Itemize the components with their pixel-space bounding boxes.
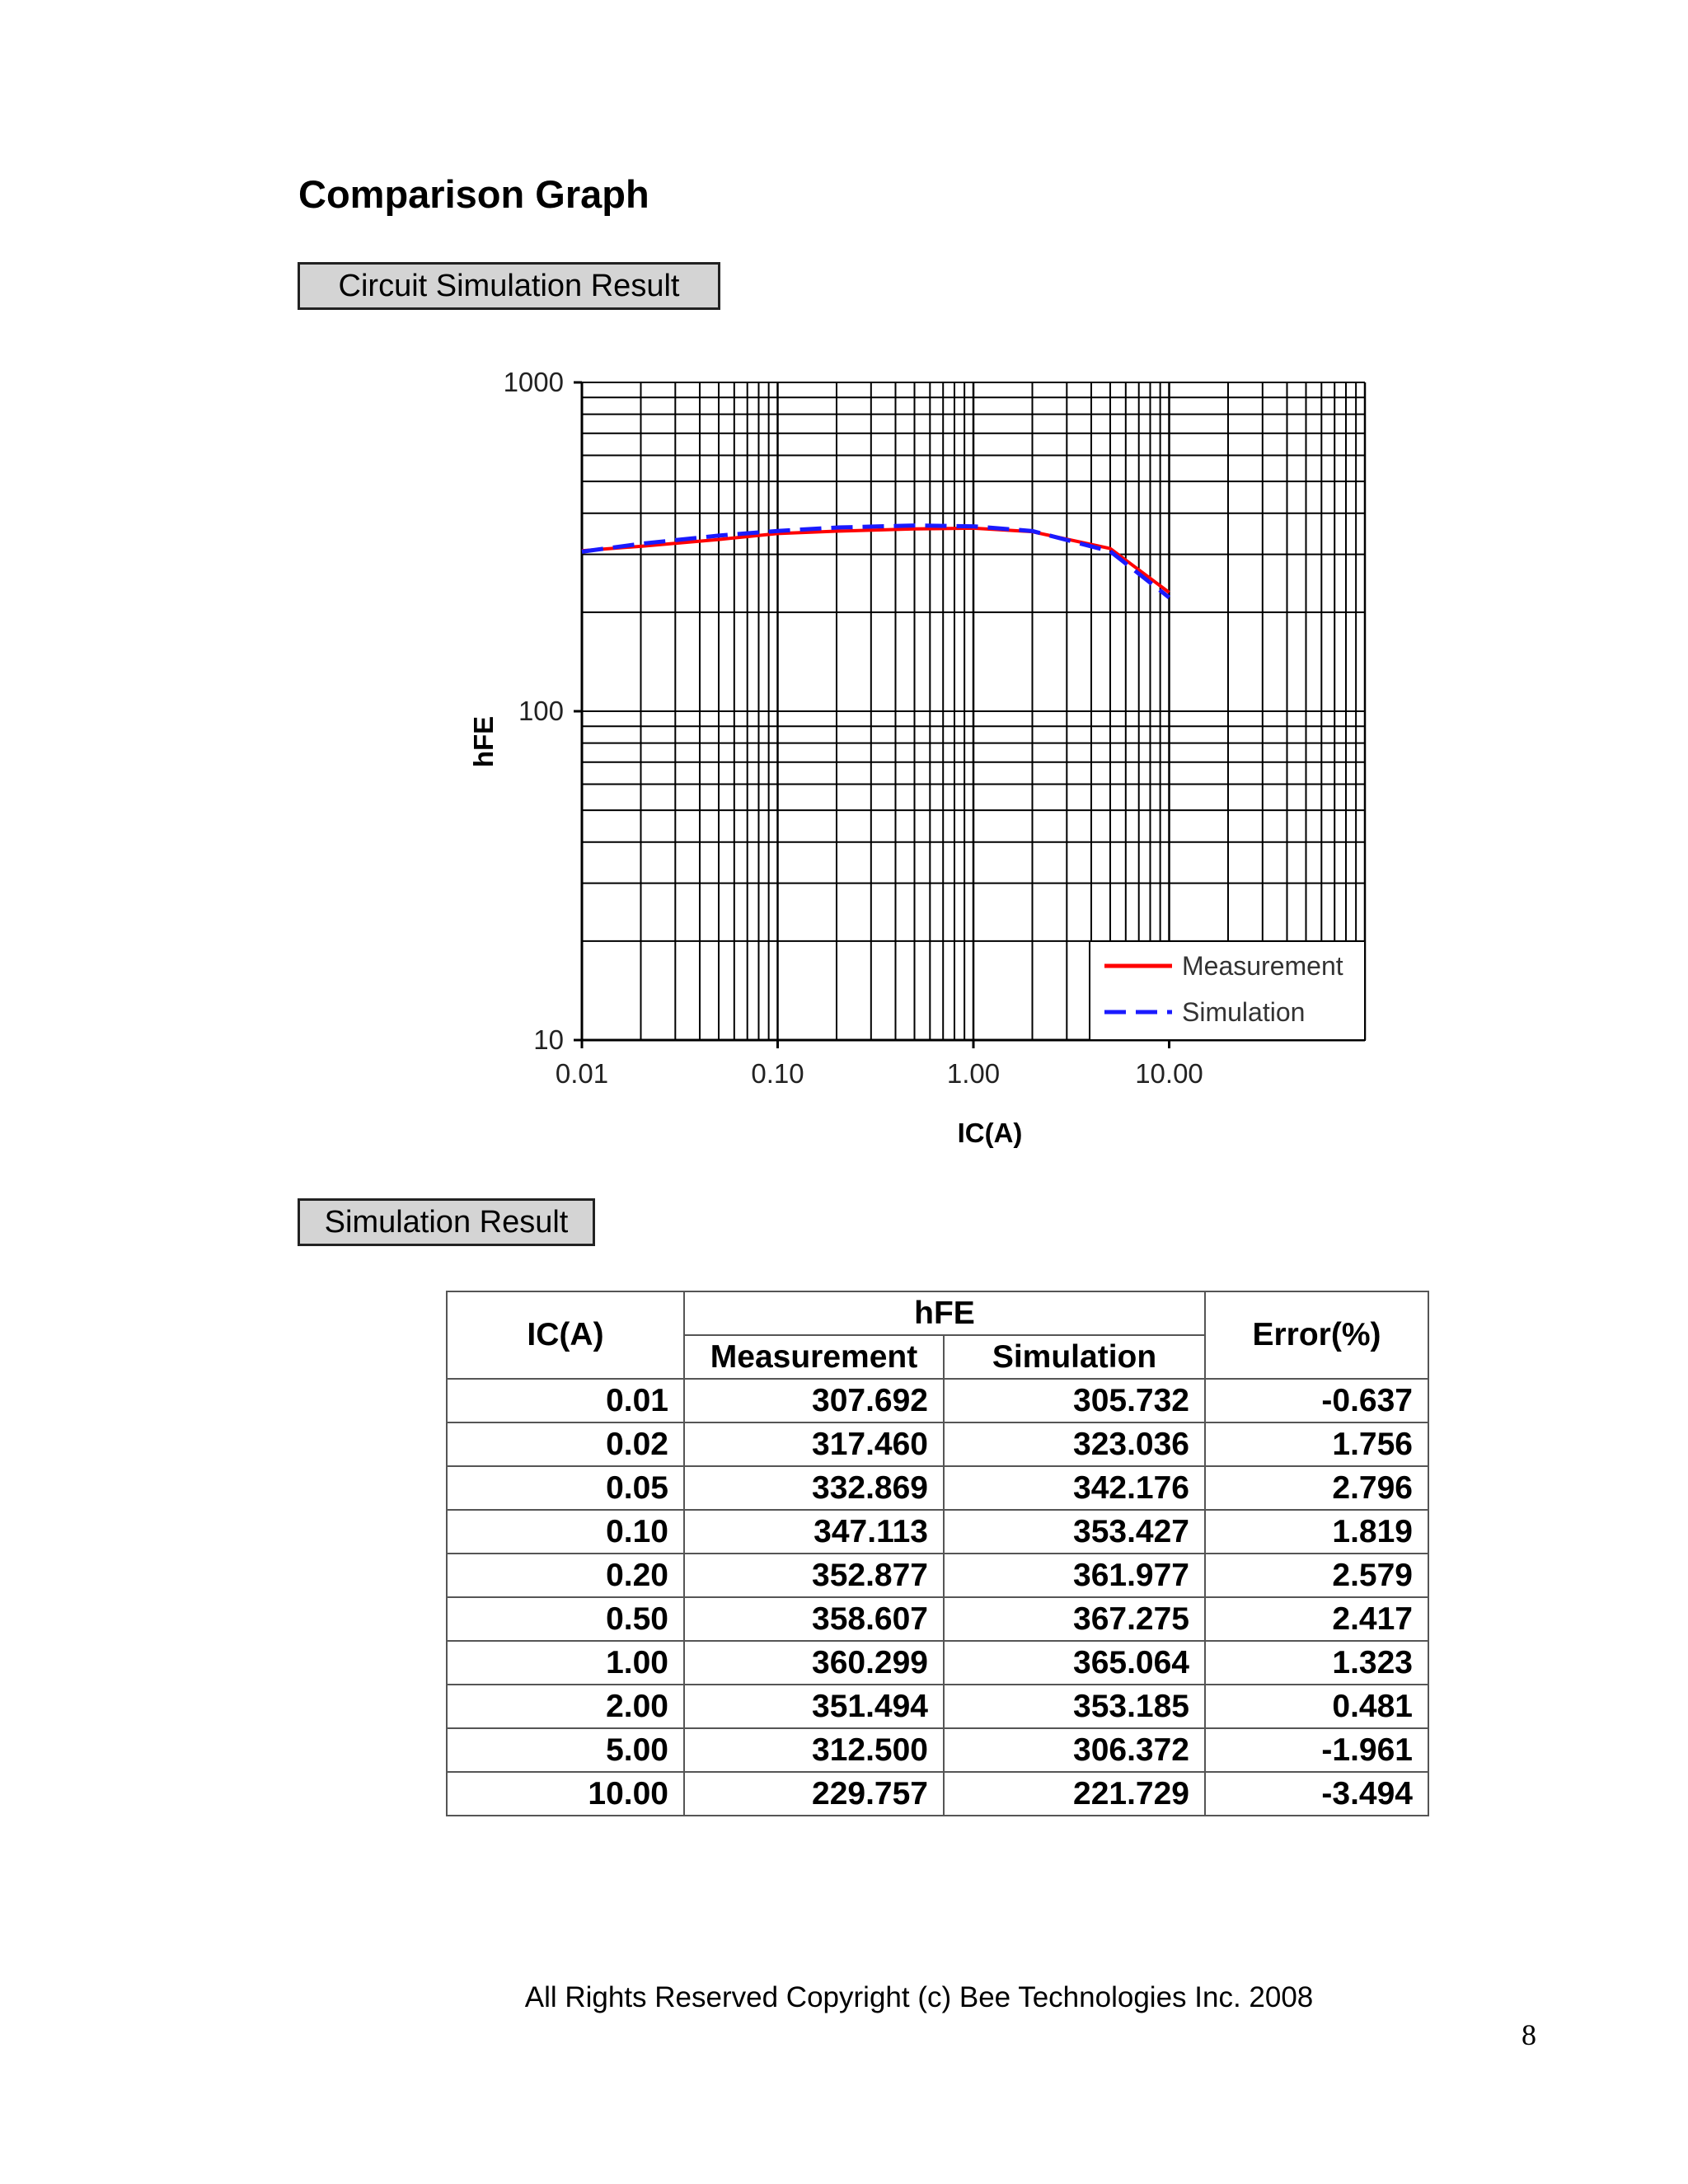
- cell-ic: 10.00: [447, 1772, 684, 1816]
- cell-error: 1.756: [1205, 1422, 1428, 1466]
- cell-error: 2.417: [1205, 1597, 1428, 1641]
- table-row: [447, 1466, 1428, 1510]
- simulation-result-label: Simulation Result: [298, 1198, 595, 1246]
- header-hfe: hFE: [684, 1291, 1205, 1335]
- cell-ic: 2.00: [447, 1685, 684, 1728]
- x-tick-label: 0.10: [751, 1058, 804, 1089]
- cell-error: -0.637: [1205, 1379, 1428, 1422]
- cell-ic: 5.00: [447, 1728, 684, 1772]
- x-tick-label: 10.00: [1135, 1058, 1203, 1089]
- page-number: 8: [1522, 2018, 1536, 2051]
- y-tick-label: 100: [518, 696, 564, 726]
- cell-ic: 0.20: [447, 1554, 684, 1597]
- cell-measurement: 229.757: [684, 1772, 944, 1816]
- cell-simulation: 361.977: [944, 1554, 1205, 1597]
- cell-simulation: 221.729: [944, 1772, 1205, 1816]
- y-tick-label: 1000: [503, 367, 564, 397]
- cell-measurement: 312.500: [684, 1728, 944, 1772]
- cell-measurement: 358.607: [684, 1597, 944, 1641]
- table-row: [447, 1641, 1428, 1685]
- legend-label-simulation: Simulation: [1182, 997, 1306, 1027]
- simulation-result-table: [446, 1291, 1429, 1816]
- x-axis-label: IC(A): [957, 1118, 1023, 1148]
- cell-error: 0.481: [1205, 1685, 1428, 1728]
- cell-simulation: 353.185: [944, 1685, 1205, 1728]
- cell-ic: 0.50: [447, 1597, 684, 1641]
- cell-error: 1.323: [1205, 1641, 1428, 1685]
- cell-measurement: 307.692: [684, 1379, 944, 1422]
- series-line-measurement: [582, 528, 1170, 593]
- cell-simulation: 365.064: [944, 1641, 1205, 1685]
- hfe-vs-ic-chart: [462, 354, 1385, 1162]
- cell-error: 1.819: [1205, 1510, 1428, 1554]
- copyright-footer: All Rights Reserved Copyright (c) Bee Technologies Inc. 2008: [524, 1981, 1314, 2013]
- header-ic: IC(A): [447, 1291, 684, 1379]
- chart-legend: [1090, 941, 1365, 1040]
- cell-error: 2.796: [1205, 1466, 1428, 1510]
- header-error: Error(%): [1205, 1291, 1428, 1379]
- cell-simulation: 353.427: [944, 1510, 1205, 1554]
- y-tick-label: 10: [533, 1024, 564, 1055]
- header-simulation: Simulation: [944, 1335, 1205, 1379]
- table-row: [447, 1772, 1428, 1816]
- cell-error: -3.494: [1205, 1772, 1428, 1816]
- cell-simulation: 323.036: [944, 1422, 1205, 1466]
- cell-ic: 0.02: [447, 1422, 684, 1466]
- table-row: [447, 1728, 1428, 1772]
- cell-measurement: 352.877: [684, 1554, 944, 1597]
- cell-measurement: 332.869: [684, 1466, 944, 1510]
- cell-measurement: 317.460: [684, 1422, 944, 1466]
- table-header-row: [447, 1291, 1428, 1335]
- page-title: Comparison Graph: [298, 172, 649, 216]
- cell-ic: 0.10: [447, 1510, 684, 1554]
- cell-measurement: 351.494: [684, 1685, 944, 1728]
- legend-label-measurement: Measurement: [1182, 951, 1343, 981]
- header-measurement: Measurement: [684, 1335, 944, 1379]
- table-row: [447, 1554, 1428, 1597]
- table-body: [447, 1379, 1428, 1816]
- cell-simulation: 342.176: [944, 1466, 1205, 1510]
- cell-ic: 1.00: [447, 1641, 684, 1685]
- cell-simulation: 305.732: [944, 1379, 1205, 1422]
- cell-error: 2.579: [1205, 1554, 1428, 1597]
- table-row: [447, 1685, 1428, 1728]
- cell-ic: 0.01: [447, 1379, 684, 1422]
- table-row: [447, 1510, 1428, 1554]
- cell-measurement: 347.113: [684, 1510, 944, 1554]
- x-tick-label: 0.01: [555, 1058, 609, 1089]
- cell-measurement: 360.299: [684, 1641, 944, 1685]
- table-row: [447, 1379, 1428, 1422]
- table-row: [447, 1422, 1428, 1466]
- cell-simulation: 306.372: [944, 1728, 1205, 1772]
- y-axis-label: hFE: [468, 715, 499, 768]
- cell-error: -1.961: [1205, 1728, 1428, 1772]
- chart-series: [582, 526, 1170, 598]
- cell-ic: 0.05: [447, 1466, 684, 1510]
- circuit-simulation-result-label: Circuit Simulation Result: [298, 262, 720, 310]
- cell-simulation: 367.275: [944, 1597, 1205, 1641]
- table-row: [447, 1597, 1428, 1641]
- x-tick-label: 1.00: [946, 1058, 1001, 1089]
- series-line-simulation: [582, 526, 1170, 598]
